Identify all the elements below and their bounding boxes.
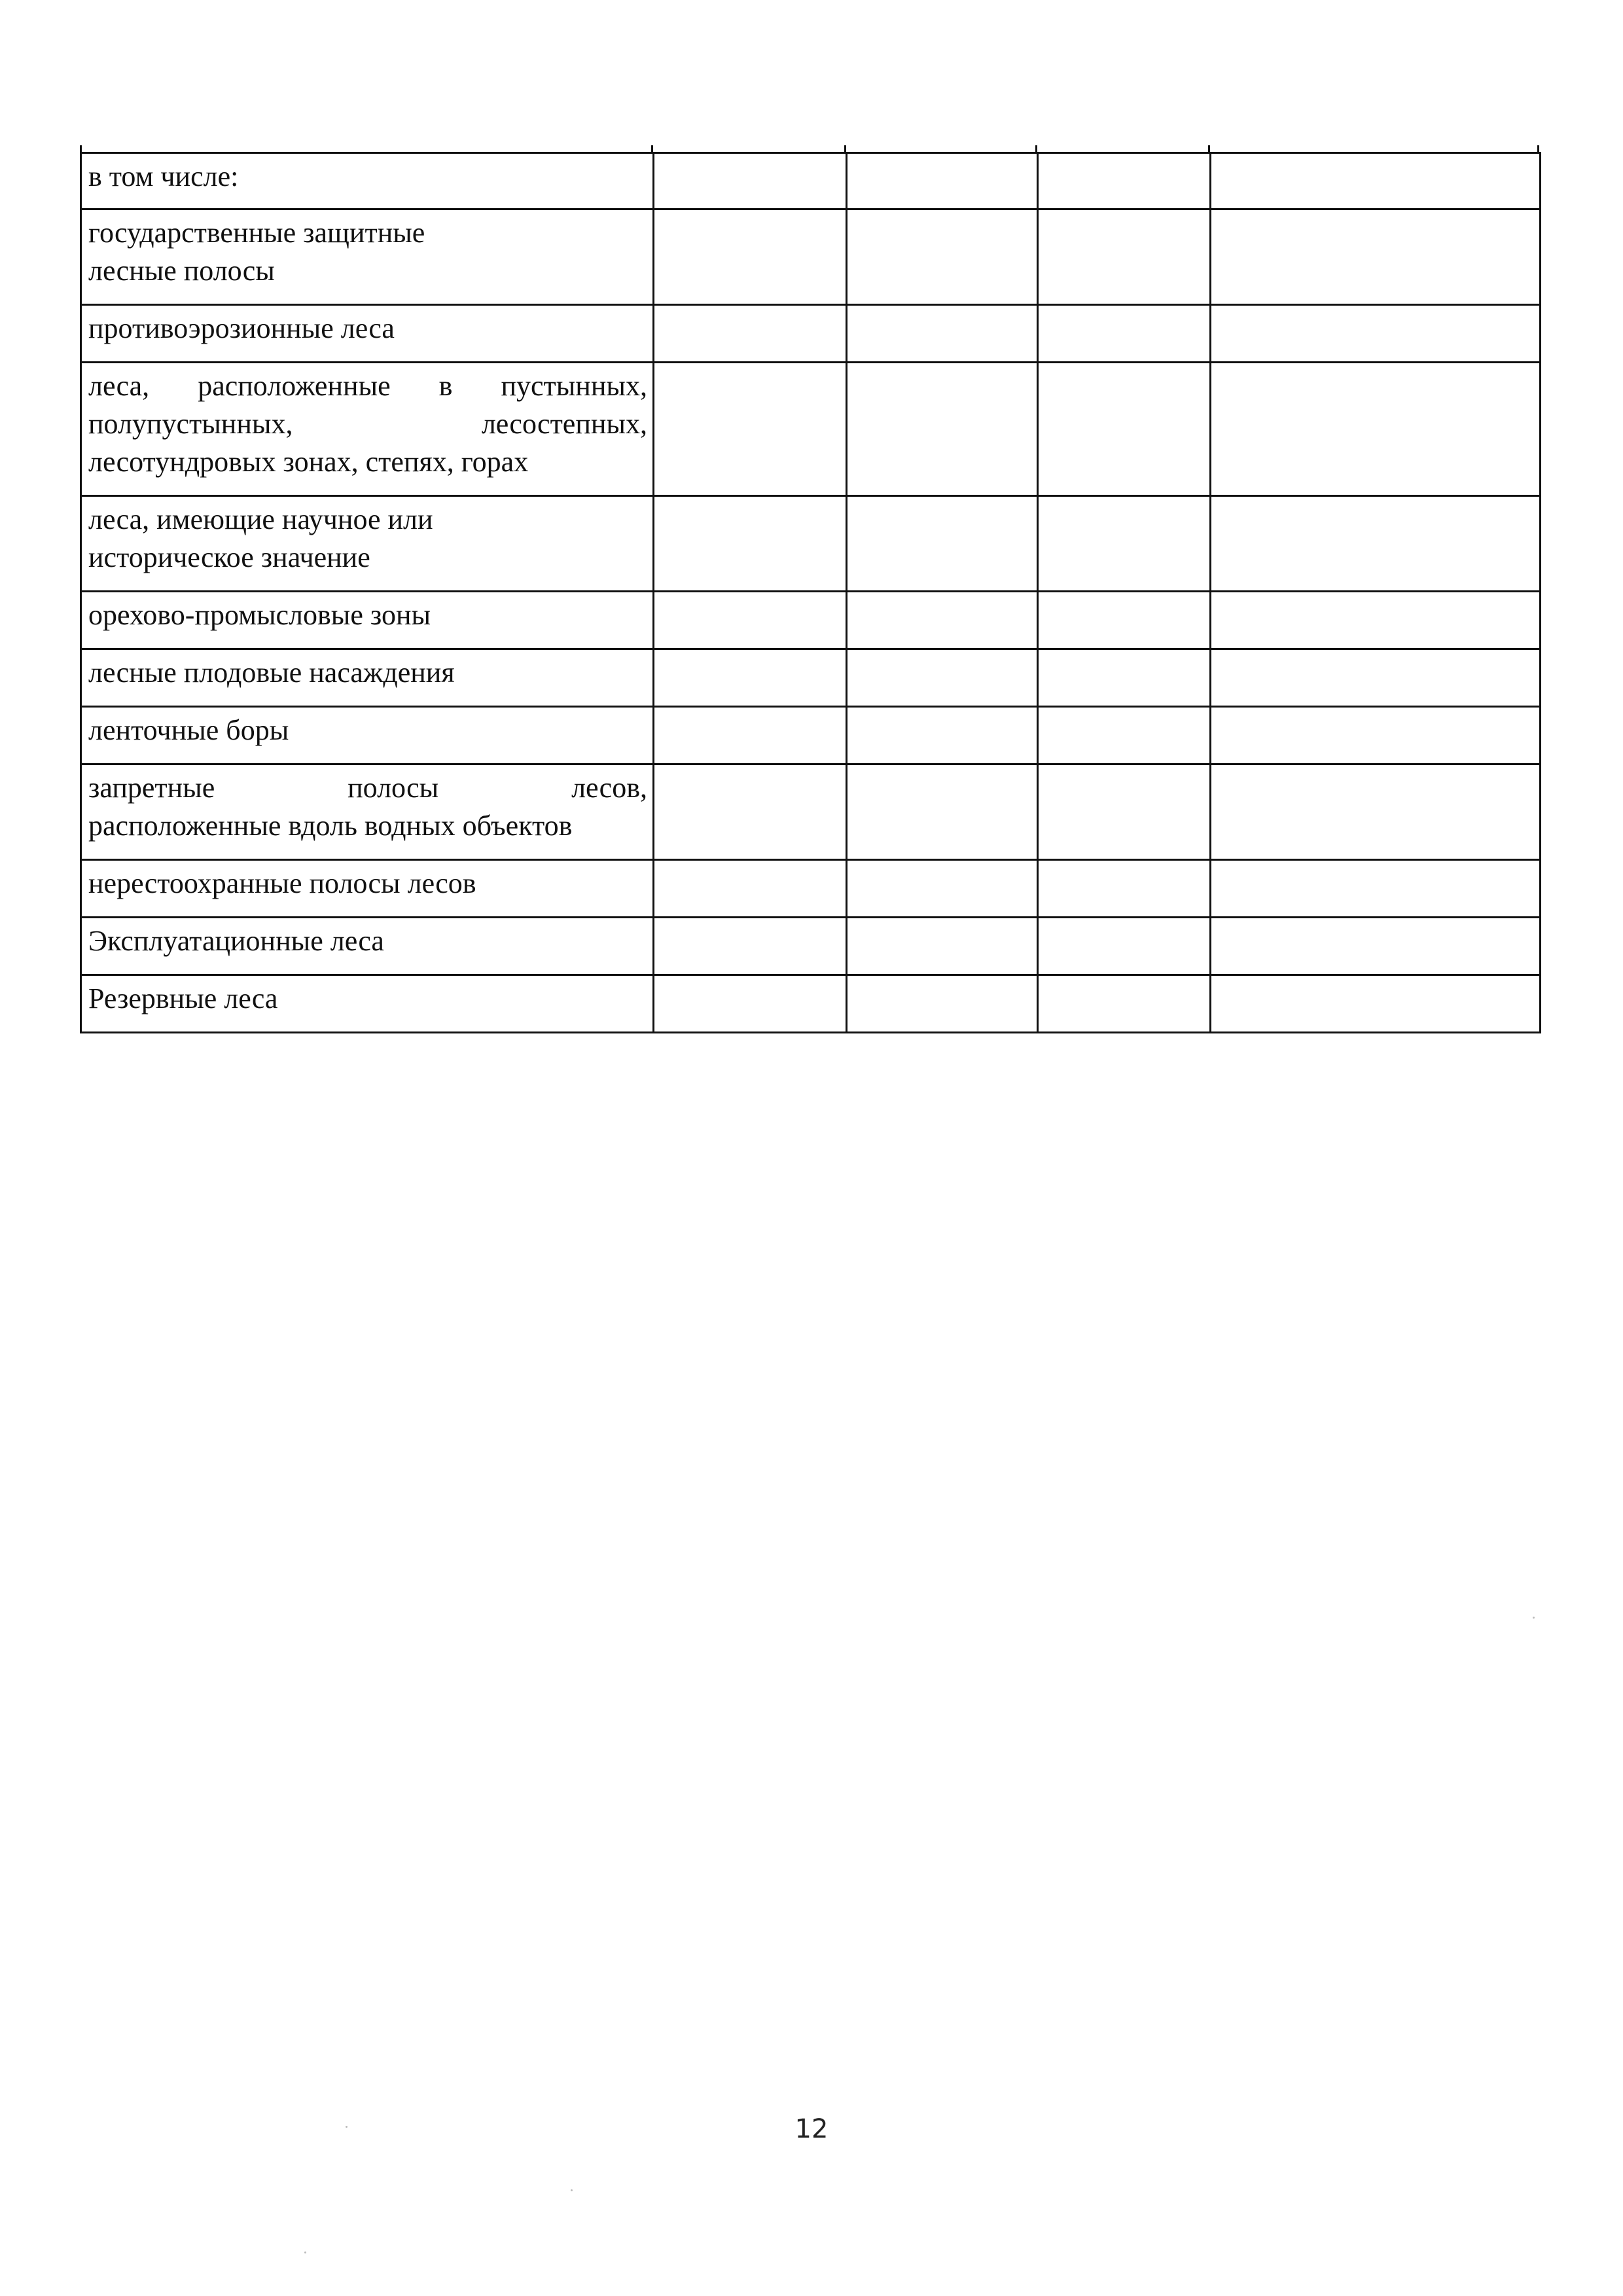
row-label: ленточные боры [81, 707, 654, 764]
empty-cell [1211, 975, 1541, 1033]
row-label: нерестоохранные полосы лесов [81, 860, 654, 918]
empty-cell [1038, 707, 1211, 764]
empty-cell [1038, 764, 1211, 860]
empty-cell [847, 305, 1038, 363]
empty-cell [847, 975, 1038, 1033]
page-number: 12 [794, 2114, 829, 2144]
row-label: Резервные леса [81, 975, 654, 1033]
scan-speck [571, 2189, 573, 2191]
table-row [81, 305, 1541, 363]
empty-cell [1211, 496, 1541, 592]
empty-cell [1211, 764, 1541, 860]
row-label: государственные защитные лесные полосы [81, 209, 654, 305]
empty-cell [654, 860, 847, 918]
table-row [81, 592, 1541, 649]
empty-cell [654, 649, 847, 707]
row-label: Эксплуатационные леса [81, 918, 654, 975]
empty-cell [654, 209, 847, 305]
empty-cell [1038, 305, 1211, 363]
empty-cell [1211, 209, 1541, 305]
empty-cell [1211, 649, 1541, 707]
empty-cell [654, 496, 847, 592]
table-row [81, 975, 1541, 1033]
empty-cell [847, 649, 1038, 707]
empty-cell [847, 363, 1038, 496]
empty-cell [1038, 496, 1211, 592]
empty-cell [1038, 363, 1211, 496]
empty-cell [1038, 209, 1211, 305]
empty-cell [847, 592, 1038, 649]
row-label: в том числе: [81, 153, 654, 209]
scan-speck [346, 2126, 348, 2128]
empty-cell [1038, 592, 1211, 649]
table-row [81, 860, 1541, 918]
empty-cell [1038, 860, 1211, 918]
forest-categories-table [80, 152, 1541, 1033]
table-row [81, 649, 1541, 707]
empty-cell [654, 707, 847, 764]
empty-cell [1211, 363, 1541, 496]
scan-speck [304, 2251, 306, 2253]
row-label: лесные плодовые насаждения [81, 649, 654, 707]
table-row [81, 918, 1541, 975]
empty-cell [1211, 860, 1541, 918]
empty-cell [1211, 153, 1541, 209]
empty-cell [847, 153, 1038, 209]
empty-cell [1038, 649, 1211, 707]
empty-cell [654, 592, 847, 649]
table-row [81, 707, 1541, 764]
empty-cell [1038, 975, 1211, 1033]
table-row [81, 764, 1541, 860]
empty-cell [1211, 707, 1541, 764]
empty-cell [1211, 592, 1541, 649]
justified-line: полупустынных, лесостепных, [88, 408, 647, 440]
row-label: леса, расположенные в пустынных, полупустынных, лесостепных, лесотундровых зонах, степях, горах [81, 363, 654, 496]
empty-cell [654, 305, 847, 363]
empty-cell [847, 209, 1038, 305]
empty-cell [654, 153, 847, 209]
table-row [81, 496, 1541, 592]
table-row [81, 209, 1541, 305]
empty-cell [847, 860, 1038, 918]
table-row [81, 363, 1541, 496]
justified-line: леса, расположенные в пустынных, [88, 370, 647, 402]
justified-line: запретные полосы лесов, [88, 772, 647, 804]
row-label: противоэрозионные леса [81, 305, 654, 363]
empty-cell [654, 918, 847, 975]
row-label: запретные полосы лесов, расположенные вдоль водных объектов [81, 764, 654, 860]
empty-cell [1038, 918, 1211, 975]
empty-cell [654, 363, 847, 496]
empty-cell [654, 975, 847, 1033]
row-label: орехово-промысловые зоны [81, 592, 654, 649]
empty-cell [847, 707, 1038, 764]
row-label: леса, имеющие научное или историческое значение [81, 496, 654, 592]
empty-cell [847, 918, 1038, 975]
empty-cell [1038, 153, 1211, 209]
empty-cell [1211, 305, 1541, 363]
empty-cell [847, 764, 1038, 860]
empty-cell [654, 764, 847, 860]
table-row [81, 153, 1541, 209]
empty-cell [847, 496, 1038, 592]
empty-cell [1211, 918, 1541, 975]
scan-speck [1533, 1617, 1535, 1619]
